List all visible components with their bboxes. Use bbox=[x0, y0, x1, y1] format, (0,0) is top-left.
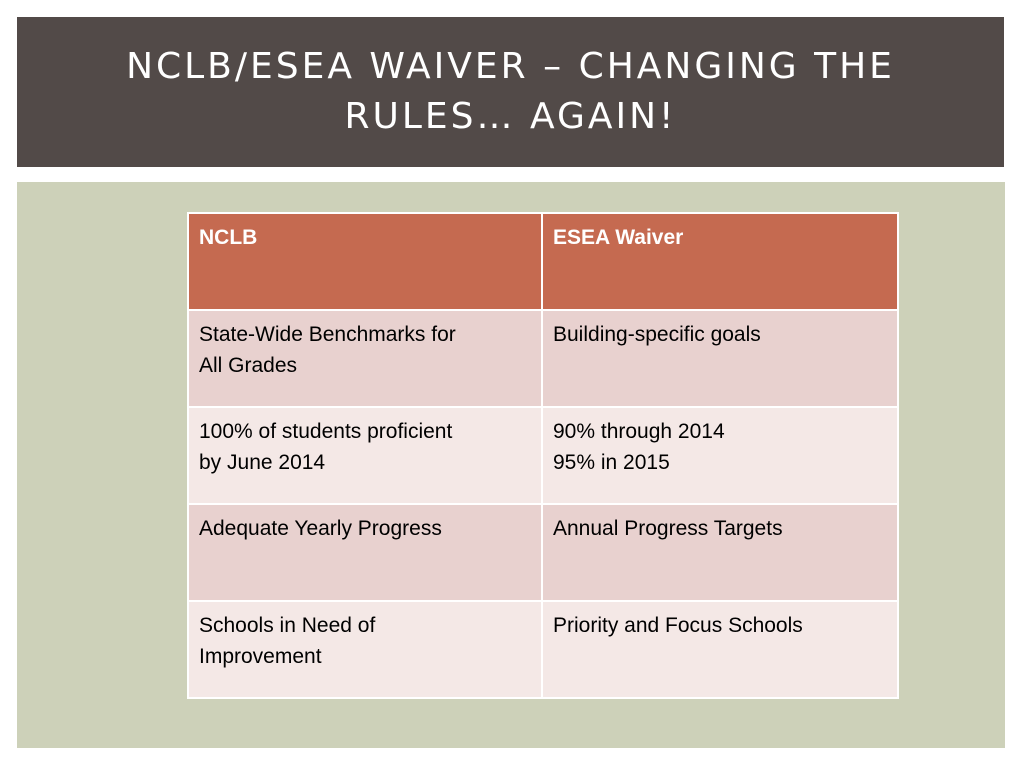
slide-title: NCLB/ESEA WAIVER – CHANGING THE RULES… AGAIN! bbox=[126, 46, 895, 137]
cell-esea: Building-specific goals bbox=[553, 323, 761, 346]
cell-esea: Priority and Focus Schools bbox=[553, 614, 803, 637]
table-cell bbox=[188, 504, 542, 601]
cell-nclb: State-Wide Benchmarks for All Grades bbox=[199, 323, 456, 377]
table-row bbox=[188, 310, 898, 407]
table-cell bbox=[188, 310, 542, 407]
cell-esea: Annual Progress Targets bbox=[553, 517, 783, 540]
table-cell bbox=[542, 601, 898, 698]
header-esea-waiver: ESEA Waiver bbox=[542, 213, 898, 310]
cell-esea: 90% through 2014 95% in 2015 bbox=[553, 420, 725, 474]
table-cell bbox=[188, 407, 542, 504]
table-row bbox=[188, 407, 898, 504]
table-row bbox=[188, 504, 898, 601]
table-cell bbox=[188, 601, 542, 698]
title-bar bbox=[17, 17, 1004, 167]
table-header-row bbox=[188, 213, 898, 310]
table-row bbox=[188, 601, 898, 698]
table-cell bbox=[542, 407, 898, 504]
cell-nclb: 100% of students proficient by June 2014 bbox=[199, 420, 453, 474]
table-cell bbox=[542, 310, 898, 407]
cell-nclb: Schools in Need of Improvement bbox=[199, 614, 376, 668]
table-cell bbox=[542, 504, 898, 601]
header-nclb: NCLB bbox=[188, 213, 542, 310]
cell-nclb: Adequate Yearly Progress bbox=[199, 517, 442, 540]
comparison-table bbox=[187, 212, 899, 699]
